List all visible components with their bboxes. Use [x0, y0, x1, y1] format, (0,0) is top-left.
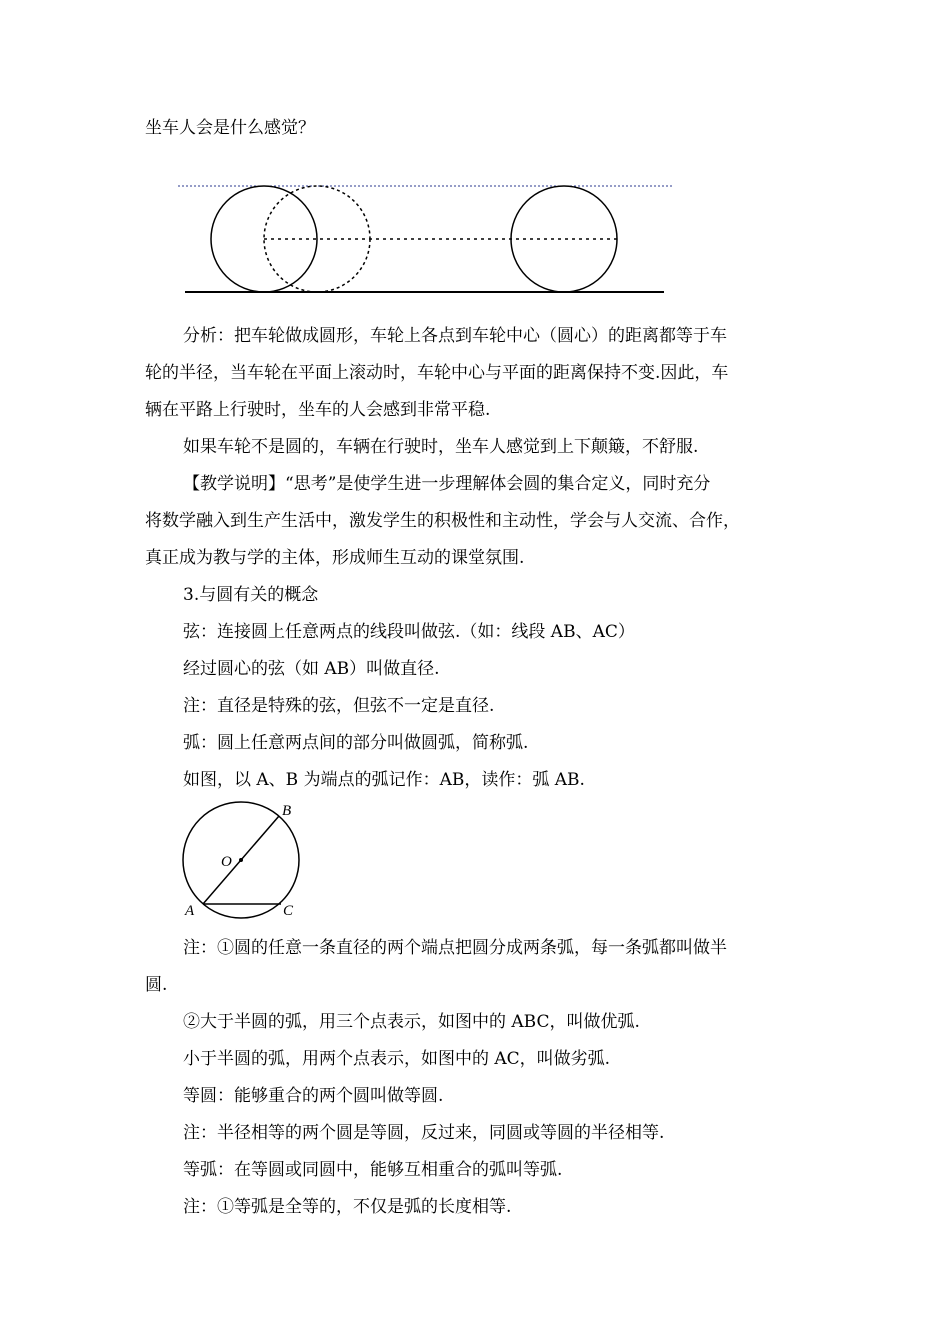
equal-arcs-definition: 等弧：在等圆或同圆中，能够互相重合的弧叫等弧. — [183, 1160, 563, 1180]
section-title: 3.与圆有关的概念 — [183, 585, 319, 605]
center-point-o — [239, 858, 243, 862]
semicircle-note-line-2: 圆. — [145, 975, 168, 995]
not-round-paragraph: 如果车轮不是圆的，车辆在行驶时，坐车人感觉到上下颠簸，不舒服. — [183, 437, 699, 457]
equal-circles-note: 注：半径相等的两个圆是等圆，反过来，同圆或等圆的半径相等. — [183, 1123, 665, 1143]
diameter-definition: 经过圆心的弦（如 AB）叫做直径. — [183, 659, 440, 679]
equal-arcs-note: 注：①等弧是全等的，不仅是弧的长度相等. — [183, 1197, 512, 1217]
circle-chord-figure — [170, 798, 330, 928]
analysis-line-2: 轮的半径，当车轮在平面上滚动时，车轮中心与平面的距离保持不变.因此，车 — [145, 363, 729, 383]
label-o: O — [221, 854, 232, 870]
analysis-line-3: 辆在平路上行驶时，坐车的人会感到非常平稳. — [145, 400, 491, 420]
arc-notation: 如图，以 A、B 为端点的弧记作：AB，读作：弧 AB. — [183, 770, 585, 790]
equal-circles-definition: 等圆：能够重合的两个圆叫做等圆. — [183, 1086, 444, 1106]
teaching-note-line-2: 将数学融入到生产生活中，激发学生的积极性和主动性，学会与人交流、合作， — [145, 511, 740, 531]
rolling-wheel-figure — [0, 175, 950, 315]
label-c: C — [283, 903, 294, 919]
diameter-note: 注：直径是特殊的弦，但弦不一定是直径. — [183, 696, 495, 716]
chord-definition: 弦：连接圆上任意两点的线段叫做弦.（如：线段 AB、AC） — [183, 622, 635, 642]
arc-definition: 弧：圆上任意两点间的部分叫做圆弧，简称弧. — [183, 733, 529, 753]
analysis-line-1: 分析：把车轮做成圆形，车轮上各点到车轮中心（圆心）的距离都等于车 — [183, 326, 727, 346]
label-b: B — [282, 803, 292, 819]
major-arc-note: ②大于半圆的弧，用三个点表示，如图中的 ABC，叫做优弧. — [183, 1012, 640, 1032]
teaching-note-line-1: 【教学说明】“思考”是使学生进一步理解体会圆的集合定义，同时充分 — [183, 474, 711, 494]
teaching-note-line-3: 真正成为教与学的主体，形成师生互动的课堂氛围. — [145, 548, 525, 568]
label-a: A — [185, 903, 195, 919]
minor-arc-note: 小于半圆的弧，用两个点表示，如图中的 AC，叫做劣弧. — [183, 1049, 611, 1069]
top-question: 坐车人会是什么感觉？ — [145, 118, 315, 138]
semicircle-note-line-1: 注：①圆的任意一条直径的两个端点把圆分成两条弧，每一条弧都叫做半 — [183, 938, 727, 958]
